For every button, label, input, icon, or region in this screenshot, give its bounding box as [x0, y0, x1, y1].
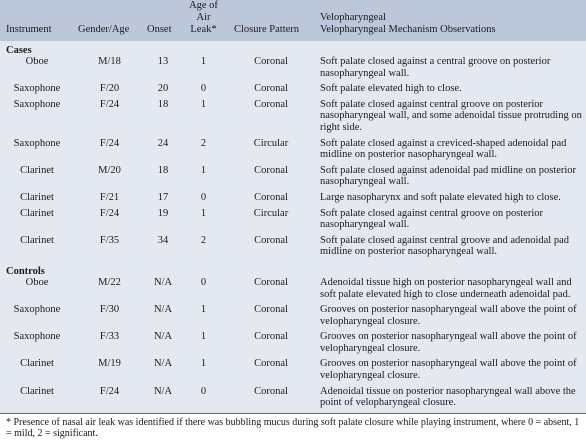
cell-gender-age: F/20 [99, 83, 120, 95]
cell-closure-pattern: Coronal [254, 98, 288, 110]
cell-gender-age: M/20 [98, 164, 121, 176]
header-observations [316, 0, 586, 41]
cell-closure-pattern: Coronal [254, 191, 288, 203]
cell-air-leak: 1 [200, 207, 207, 219]
cell-observation: Soft palate closed against central groove on posterior nasopharyngeal wall. [320, 207, 544, 231]
header-air-leak [181, 0, 226, 41]
cell-gender-age: F/24 [99, 385, 120, 397]
cell-observation: Soft palate closed against a central groove on posterior nasopharyngeal wall. [320, 56, 551, 79]
cell-observation: Soft palate elevated high to close. [320, 83, 462, 95]
cell-instrument: Saxophone [13, 304, 61, 316]
cell-closure-pattern: Coronal [254, 234, 288, 246]
header-air-leak-line2: Air Leak* [190, 12, 217, 35]
cell-onset: 17 [157, 191, 169, 203]
table-row [0, 304, 586, 331]
table-row [0, 83, 586, 99]
cell-gender-age: M/22 [98, 276, 121, 288]
cell-closure-pattern: Coronal [254, 385, 288, 397]
cell-air-leak: 1 [200, 56, 207, 67]
cell-instrument: Saxophone [13, 137, 61, 149]
cell-observation: Grooves on posterior nasopharyngeal wall above the point of velopharyngeal closure. [320, 331, 577, 354]
header-row [0, 0, 586, 41]
cell-instrument: Clarinet [20, 207, 54, 219]
cell-onset: 20 [157, 83, 169, 95]
header-observations-line2: Velopharyngeal Mechanism Observations [320, 24, 496, 35]
cell-observation: Grooves on posterior nasopharyngeal wall above the point of velopharyngeal closure. [320, 358, 577, 382]
cell-onset: N/A [153, 304, 173, 316]
cell-closure-pattern: Coronal [254, 304, 288, 316]
cell-air-leak: 1 [200, 331, 207, 343]
cell-air-leak: 0 [200, 385, 207, 397]
cell-observation: Soft palate closed against adenoidal pad midline on posterior nasopharyngeal wall. [320, 164, 577, 188]
cell-onset: N/A [153, 385, 173, 397]
cell-onset: 18 [157, 98, 169, 110]
cell-onset: 18 [157, 164, 169, 176]
cell-air-leak: 2 [200, 137, 207, 149]
cell-onset: N/A [153, 358, 173, 370]
header-observations-line1: Velopharyngeal [320, 12, 386, 23]
cell-air-leak: 1 [200, 98, 207, 110]
cell-closure-pattern: Circular [253, 137, 289, 149]
cell-gender-age: F/35 [99, 234, 120, 246]
table-row [0, 208, 586, 235]
cell-gender-age: M/19 [98, 358, 121, 370]
cell-closure-pattern: Coronal [254, 276, 288, 288]
cell-onset: N/A [153, 331, 173, 343]
cell-instrument: Saxophone [13, 98, 61, 110]
cell-onset: N/A [153, 276, 173, 288]
cell-closure-pattern: Coronal [254, 331, 288, 343]
cell-instrument: Clarinet [20, 191, 54, 203]
cell-air-leak: 0 [200, 83, 207, 95]
cell-gender-age: F/30 [99, 304, 120, 316]
footnote-row [0, 413, 586, 439]
table-body [0, 41, 586, 413]
header-air-leak-line1: Age of [189, 0, 218, 11]
table-row [0, 138, 586, 165]
cell-air-leak: 0 [200, 191, 207, 203]
cell-observation: Adenoidal tissue high on posterior nasopharyngeal wall and soft palate elevated high to close underneath adenoidal pad. [320, 276, 572, 300]
table-row [0, 165, 586, 192]
cell-onset: 13 [157, 56, 169, 67]
cell-air-leak: 2 [200, 234, 207, 246]
header-closure-pattern: Closure Pattern [234, 24, 300, 35]
header-gender-age: Gender/Age [78, 24, 130, 35]
cell-observation: Adenoidal tissue on posterior nasopharyngeal wall above the point of velopharyngeal closure. [320, 385, 576, 409]
cell-instrument: Oboe [25, 276, 49, 288]
cell-instrument: Oboe [25, 56, 49, 67]
cell-gender-age: F/24 [99, 207, 120, 219]
cell-closure-pattern: Coronal [254, 56, 288, 67]
cell-instrument: Saxophone [13, 331, 61, 343]
cell-closure-pattern: Coronal [254, 358, 288, 370]
cell-air-leak: 0 [200, 276, 207, 288]
table-row [0, 331, 586, 358]
cell-closure-pattern: Circular [253, 207, 289, 219]
table-row [0, 192, 586, 208]
table-row [0, 99, 586, 138]
cell-observation: Soft palate closed against a creviced-shaped adenoidal pad midline on posterior nasopharyngeal wall. [320, 137, 567, 161]
section-header-row [0, 262, 586, 277]
cell-observation: Large nasopharynx and soft palate elevated high to close. [320, 191, 561, 203]
cell-gender-age: F/24 [99, 98, 120, 110]
table-row [0, 277, 586, 304]
cell-onset: 24 [157, 137, 169, 149]
cell-gender-age: F/33 [99, 331, 120, 343]
table-row [0, 235, 586, 262]
cell-observation: Soft palate closed against central groove on posterior nasopharyngeal wall, and some adenoidal tissue protruding on right side. [320, 98, 582, 133]
header-instrument: Instrument [6, 24, 52, 35]
cell-instrument: Clarinet [20, 358, 54, 370]
cell-closure-pattern: Coronal [254, 83, 288, 95]
cell-onset: 19 [157, 207, 169, 219]
cell-air-leak: 1 [200, 304, 207, 316]
cell-air-leak: 1 [200, 358, 207, 370]
table-row [0, 358, 586, 385]
header-onset: Onset [147, 24, 172, 35]
footnote: * Presence of nasal air leak was identified if there was bubbling mucus during soft palate closure while playing instrument, where 0 = absent, 1 = mild, 2 = significant. [0, 413, 586, 439]
section-label: Controls [6, 265, 45, 277]
cell-observation: Soft palate closed against central groove and adenoidal pad midline on posterior nasopharyngeal wall. [320, 234, 569, 258]
cell-observation: Grooves on posterior nasopharyngeal wall above the point of velopharyngeal closure. [320, 304, 577, 327]
section-header-row [0, 41, 586, 56]
table-row [0, 56, 586, 83]
cell-instrument: Clarinet [20, 385, 54, 397]
cell-onset: 34 [157, 234, 169, 246]
cell-closure-pattern: Coronal [254, 164, 288, 176]
cell-gender-age: M/18 [98, 56, 121, 67]
cell-instrument: Clarinet [20, 234, 54, 246]
cell-air-leak: 1 [200, 164, 207, 176]
cell-gender-age: F/24 [99, 137, 120, 149]
table-row [0, 386, 586, 414]
cell-instrument: Clarinet [20, 164, 54, 176]
cell-gender-age: F/21 [99, 191, 120, 203]
cell-instrument: Saxophone [13, 83, 61, 95]
section-label: Cases [6, 45, 32, 56]
